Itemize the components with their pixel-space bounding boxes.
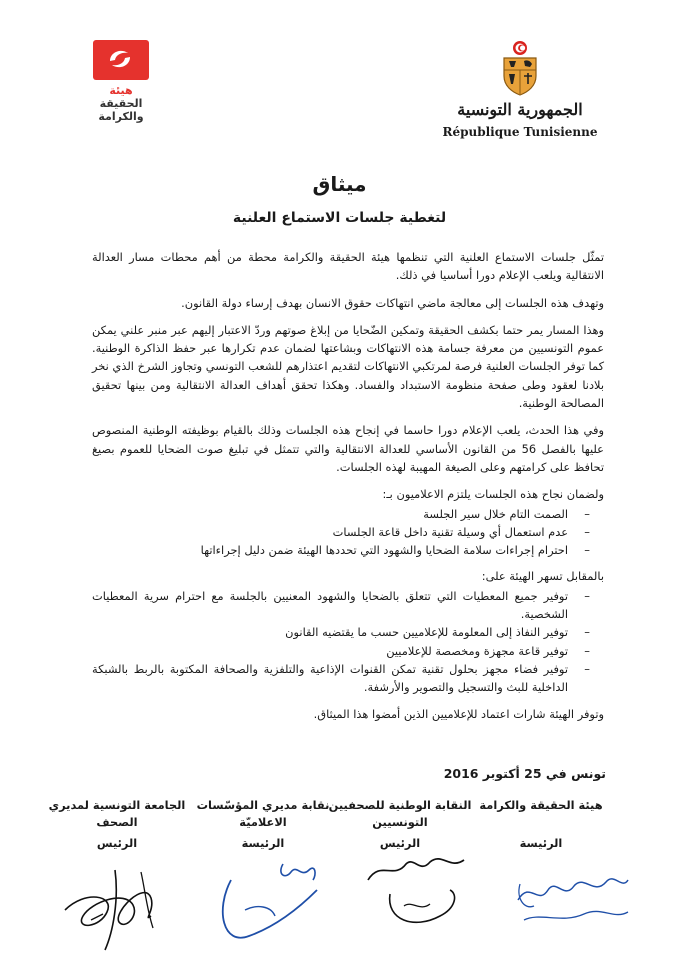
list-item: – توفير فضاء مجهز بحلول تقنية تمكن القنوات الإذاعية والتلفزية والصحافة المكتوبة بالربط بالشبكة الداخلية للبث والتسجيل والتصوير والأرشفة.: [92, 660, 604, 697]
signature-journalists-union: [360, 850, 480, 955]
ivd-logo-line-3: والكرامة: [98, 110, 144, 123]
paragraph-media-role: وفي هذا الحدث، يلعب الإعلام دورا حاسما في إنجاح هذه الجلسات وذلك بالقيام بوظيفته الوطنية المنصوص عليها بالفصل 56 من القانون الأساسي للعدالة الانتقالية والتي تتمثل في تبليغ صوت الضحايا للعموم بصيغ تحافظ على كرامتهم وعلى الصيغة المهيبة لهذه الجلسات.: [92, 423, 604, 474]
signatory-role: الرئيسة: [241, 836, 285, 850]
ivd-logo-mark: [93, 40, 149, 80]
list-item: – توفير النفاذ إلى المعلومة للإعلاميين حسب ما يقتضيه القانون: [92, 623, 604, 641]
list-item: – توفير جميع المعطيات التي تتعلق بالضحايا والشهود المعنيين بالجلسة مع احترام سرية المعطيات الشخصية.: [92, 587, 604, 624]
signatory-role: الرئيسة: [519, 836, 563, 850]
paragraph-intro: تمثّل جلسات الاستماع العلنية التي تنظمها هيئة الحقيقة والكرامة محطة من أهم محطات مسار العدالة الانتقالية ويلعب الإعلام دورا أساسيا في ذلك.: [92, 250, 604, 283]
signature-ivd-president: [510, 850, 635, 955]
signatory-role: الرئيس: [96, 836, 138, 850]
ivd-swirl-icon: [107, 47, 133, 71]
signatory-journalists-union: النقابة الوطنية للصحفيين التونسيين: [328, 798, 472, 829]
paragraph-closing: وتوفر الهيئة شارات اعتماد للإعلاميين الذين أمضوا هذا الميثاق.: [313, 706, 604, 721]
charter-body: [92, 248, 604, 732]
republic-header: [435, 40, 605, 139]
signatory-media-directors-union: نقابة مديري المؤسّسات الاعلاميّة: [196, 798, 330, 829]
ivd-commitments-intro: بالمقابل تسهر الهيئة على:: [481, 569, 604, 584]
paragraph-process: وهذا المسار يمر حتما بكشف الحقيقة وتمكين الضّحايا من إبلاغ صوتهم وردّ الاعتبار إليهم عبر منبر علني يمكن عموم التونسيين من معرفة جسامة هذه الانتهاكات وبشاعتها لضمان عدم تكرارها عبر حفظ الذاكرة الوطنية. كما توفر الجلسات العلنية فرصة لمرتكبي الانتهاكات لتقديم اعتذارهم للشعب التونسي وتجاوز الشرخ الذي نخر بلادنا لعقود وطى صفحة منظومة الاستبداد والفساد. وهكذا تحقق أهداف العدالة الانتقالية ومن بينها تحقيق المصالحة الوطنية.: [92, 322, 604, 411]
ivd-logo-text: [93, 84, 149, 123]
document-title: ميثاق: [312, 172, 367, 196]
republic-name-french: République Tunisienne: [442, 125, 598, 139]
signatory-role: الرئيس: [379, 836, 421, 850]
signatory-ivd: هيئة الحقيقة والكرامة: [479, 798, 603, 812]
list-item: – احترام إجراءات سلامة الضحايا والشهود التي تحددها الهيئة ضمن دليل إجراءاتها: [92, 541, 604, 559]
ivd-logo-line-2: الحقيقة: [99, 97, 143, 110]
document-subtitle: لتغطية جلسات الاستماع العلنية: [232, 210, 447, 226]
signature-media-directors: [205, 850, 335, 955]
republic-name-arabic: الجمهورية التونسية: [457, 100, 583, 119]
paragraph-goal: وتهدف هذه الجلسات إلى معالجة ماضي انتهاكات حقوق الانسان بهدف إرساء دولة القانون.: [181, 295, 604, 310]
document-date: تونس في 25 أكتوبر 2016: [443, 766, 606, 781]
list-item: – توفير قاعة مجهزة ومخصصة للإعلاميين: [92, 642, 604, 660]
signature-newspaper-directors: [55, 850, 180, 955]
ivd-commitments-list: [92, 587, 604, 697]
media-commitments-intro: ولضمان نجاح هذه الجلسات يلتزم الاعلاميون بـ:: [382, 487, 604, 502]
list-item: – الصمت التام خلال سير الجلسة: [92, 505, 604, 523]
media-commitments-list: [92, 505, 604, 560]
ivd-logo: [93, 40, 149, 130]
ivd-logo-line-1: هيئة: [109, 84, 133, 97]
list-item: – عدم استعمال أي وسيلة تقنية داخل قاعة الجلسات: [92, 523, 604, 541]
tunisia-coat-of-arms-icon: [501, 40, 539, 96]
signatory-newspaper-directors-federation: الجامعة التونسية لمديري الصحف: [48, 798, 186, 829]
